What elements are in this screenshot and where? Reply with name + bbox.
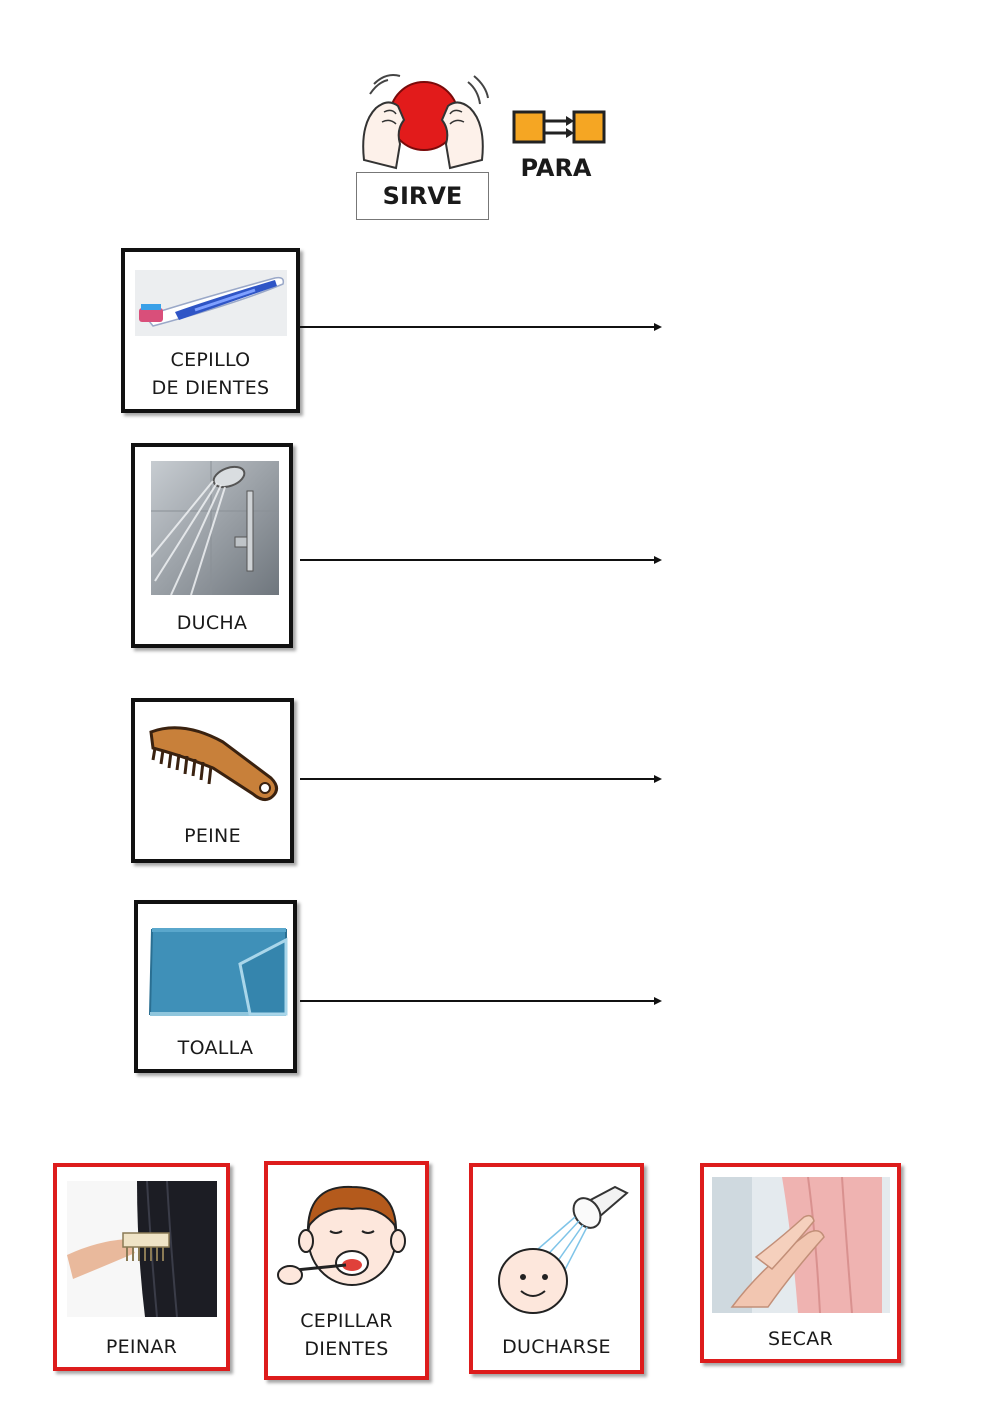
para-label: PARA xyxy=(520,154,592,182)
answer-label-ducharse: DUCHARSE xyxy=(502,1336,611,1358)
answer-line-arrow xyxy=(300,996,662,1006)
shower-head-icon xyxy=(151,461,279,595)
object-card-towel xyxy=(134,900,297,1073)
answer-card-secar[interactable] xyxy=(700,1163,901,1363)
sirve-label: SIRVE xyxy=(356,172,489,220)
answer-label-cepillar-dientes: CEPILLAR DIENTES xyxy=(300,1310,393,1360)
answer-card-peinar[interactable] xyxy=(53,1163,230,1371)
answer-label-secar: SECAR xyxy=(767,1328,834,1350)
towel-icon xyxy=(146,920,292,1020)
object-label-towel: TOALLA xyxy=(177,1037,254,1059)
head-under-shower-icon xyxy=(487,1177,635,1317)
sirve-pictogram xyxy=(356,64,490,220)
object-card-shower xyxy=(131,443,293,648)
combing-hair-icon xyxy=(67,1181,217,1317)
drying-hands-towel-icon xyxy=(712,1177,890,1313)
object-label-shower: DUCHA xyxy=(176,612,248,634)
object-card-toothbrush xyxy=(121,248,300,413)
object-label-toothbrush: CEPILLO DE DIENTES xyxy=(151,349,270,399)
orange-squares-arrows-icon xyxy=(512,108,608,148)
object-label-comb: PEINE xyxy=(184,825,241,847)
answer-card-ducharse[interactable] xyxy=(469,1163,644,1374)
answer-line-arrow xyxy=(300,774,662,784)
object-card-comb xyxy=(131,698,294,863)
hands-red-ball-icon xyxy=(356,64,490,174)
child-brushing-teeth-icon xyxy=(276,1175,421,1309)
answer-label-peinar: PEINAR xyxy=(105,1336,178,1358)
answer-line-arrow xyxy=(300,322,662,332)
answer-card-cepillar-dientes[interactable] xyxy=(264,1161,429,1380)
toothbrush-icon xyxy=(135,270,287,336)
comb-icon xyxy=(143,712,283,804)
answer-line-arrow xyxy=(300,555,662,565)
